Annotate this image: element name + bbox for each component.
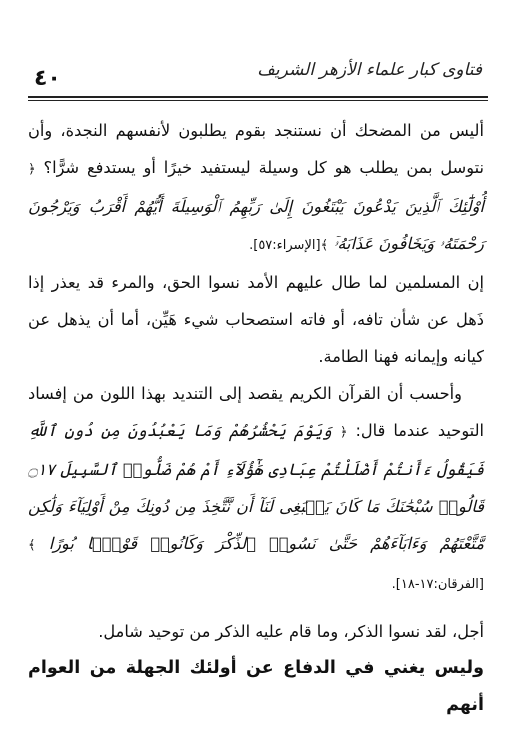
text-run: أليس من المضحك أن نستنجد بقوم يطلبون لأنفسهم النجدة، وأن نتوسل بمن يطلب هو كل وسيلة ليستفيد خيرًا أو يستدفع شرًّا؟ bbox=[28, 121, 484, 177]
page-number: ٤٠ bbox=[34, 66, 61, 91]
verse-reference: [الفرقان:١٧-١٨]. bbox=[391, 577, 484, 592]
paragraph-3 bbox=[28, 375, 484, 603]
paragraph-5 bbox=[28, 650, 484, 724]
paragraph-gap bbox=[28, 603, 484, 613]
quran-verse: وَيَوْمَ يَحْشُرُهُمْ وَمَا يَعْبُدُونَ مِن دُونِ ٱللَّهِ فَيَقُولُ ءَأَنتُمْ أَضْلَلْتُمْ عِبَادِى هَٰٓؤُلَآءِ أَمْ هُمْ ضَلُّوا۟ ٱلسَّبِيلَ ۝١٧ قَالُوا۟ سُبْحَٰنَكَ مَا كَانَ يَنۢبَغِى لَنَآ أَن نَّتَّخِذَ مِن دُونِكَ مِنْ أَوْلِيَآءَ وَلَٰكِن مَّتَّعْتَهُمْ وَءَابَآءَهُمْ حَتَّىٰ نَسُوا۟ ٱلذِّكْرَ وَكَانُوا۟ قَوْمًۢا بُورًا bbox=[28, 421, 484, 553]
quran-verse: أُوْلَٰٓئِكَ ٱلَّذِينَ يَدْعُونَ يَبْتَغُونَ إِلَىٰ رَبِّهِمُ ٱلْوَسِيلَةَ أَيُّهُمْ أَقْرَبُ وَيَرْجُونَ رَحْمَتَهُۥ وَيَخَافُونَ عَذَابَهُۥٓ bbox=[28, 197, 484, 253]
header-rule-thin bbox=[28, 100, 488, 101]
verse-reference: [الإسراء:٥٧]. bbox=[249, 238, 321, 253]
header-rule bbox=[28, 96, 488, 98]
page-body bbox=[28, 112, 484, 724]
running-head: فتاوى كبار علماء الأزهر الشريف bbox=[257, 60, 482, 80]
page-header bbox=[28, 52, 488, 96]
quran-open-bracket: ﴿ bbox=[28, 162, 36, 177]
quran-close-bracket: ﴾ bbox=[320, 238, 329, 253]
paragraph-4 bbox=[28, 613, 484, 650]
text-run: وليس يغني في الدفاع عن أولئك الجهلة من العوام أنهم bbox=[28, 658, 484, 715]
paragraph-2 bbox=[28, 264, 484, 375]
text-run: وأحسب أن القرآن الكريم يقصد إلى التنديد بهذا اللون من إفساد التوحيد عندما قال: bbox=[28, 384, 484, 440]
quran-close-bracket: ﴾ bbox=[28, 538, 36, 553]
quran-open-bracket: ﴿ bbox=[339, 425, 348, 440]
paragraph-1 bbox=[28, 112, 484, 264]
text-run: أجل، لقد نسوا الذكر، وما قام عليه الذكر من توحيد شامل. bbox=[98, 622, 484, 641]
text-run: إن المسلمين لما طال عليهم الأمد نسوا الحق، والمرء قد يعذر إذا ذَهل عن شأن تافه، أو فاته استصحاب شيء هَيِّن، أما أن يذهل عن كيانه وإيمانه فهنا الطامة. bbox=[28, 273, 484, 366]
